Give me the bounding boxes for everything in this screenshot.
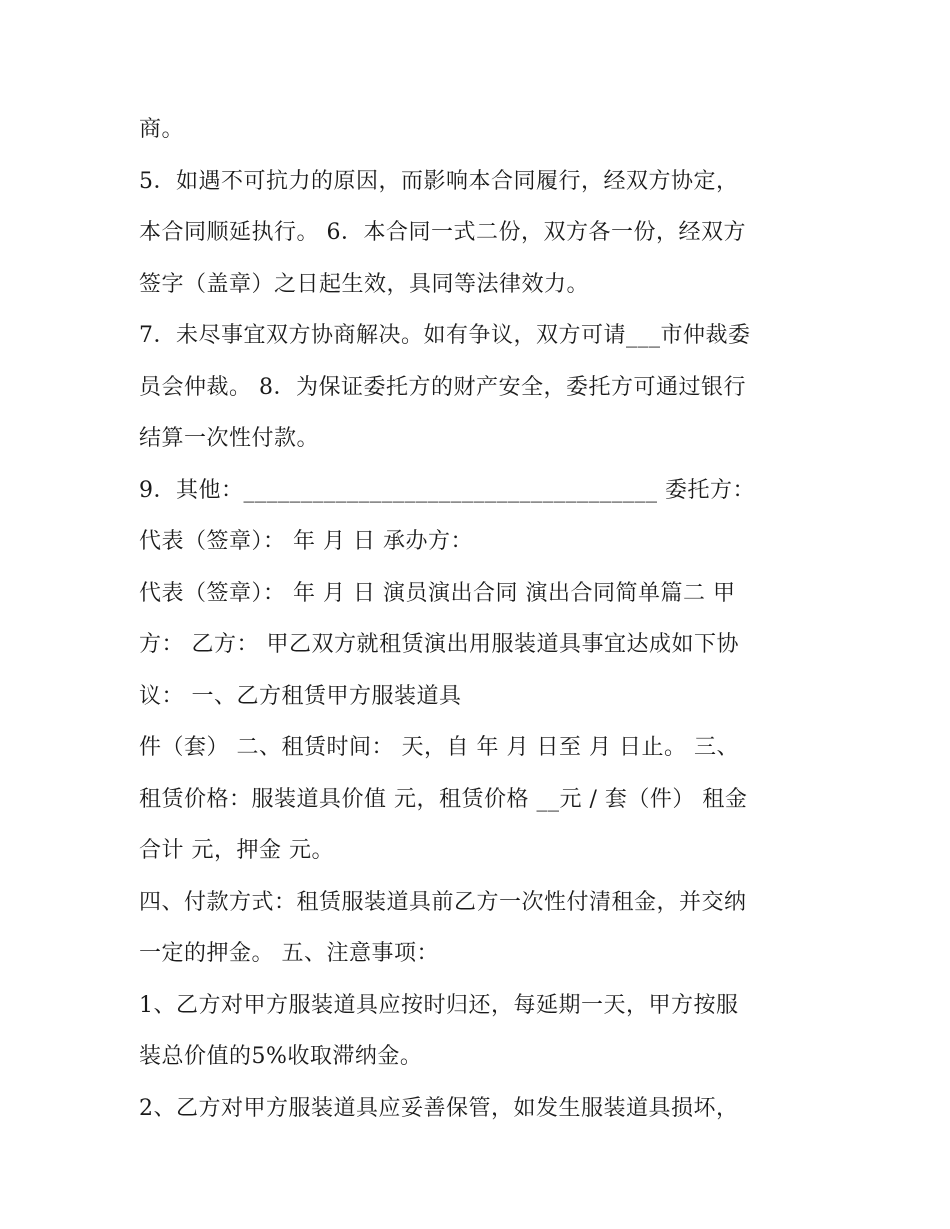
document-body: [139, 104, 829, 1134]
text-line: 装总价值的5%收取滞纳金。: [139, 1044, 423, 1069]
text-line: 一定的押金。 五、注意事项：: [139, 941, 439, 966]
text-line: 1、乙方对甲方服装道具应按时归还，每延期一天，甲方按服: [139, 992, 739, 1018]
text-line: 2、乙方对甲方服装道具应妥善保管，如发生服装道具损坏，: [139, 1095, 739, 1121]
text-line: 员会仲裁。 8．为保证委托方的财产安全，委托方可通过银行: [139, 374, 746, 400]
text-line: 议： 一、乙方租赁甲方服装道具: [139, 683, 462, 709]
text-line: 租赁价格：服装道具价值 元，租赁价格 __元 / 套（件） 租金: [139, 786, 748, 812]
text-line: 代表（签章）： 年 月 日 承办方：: [139, 529, 473, 554]
text-line: 7．未尽事宜双方协商解决。如有争议，双方可请___市仲裁委: [139, 323, 751, 348]
text-line: 商。: [139, 117, 185, 142]
text-line: 本合同顺延执行。 6．本合同一式二份，双方各一份，经双方: [139, 220, 746, 245]
text-line: 代表（签章）： 年 月 日 演员演出合同 演出合同简单篇二 甲: [139, 580, 736, 606]
text-line: 件（套） 二、租赁时间： 天，自 年 月 日至 月 日止。 三、: [139, 735, 739, 760]
text-line: 方： 乙方： 甲乙双方就租赁演出用服装道具事宜达成如下协: [139, 632, 739, 657]
text-line: 四、付款方式：租赁服装道具前乙方一次性付清租金，并交纳: [139, 889, 747, 915]
text-line: 9．其他：____________________________________ 委托方：: [139, 477, 755, 503]
text-line: 结算一次性付款。: [139, 426, 320, 451]
text-line: 5．如遇不可抗力的原因，而影响本合同履行，经双方协定，: [139, 168, 739, 194]
text-line: 合计 元，押金 元。: [139, 838, 334, 863]
text-line: 签字（盖章）之日起生效，具同等法律效力。: [139, 271, 590, 297]
